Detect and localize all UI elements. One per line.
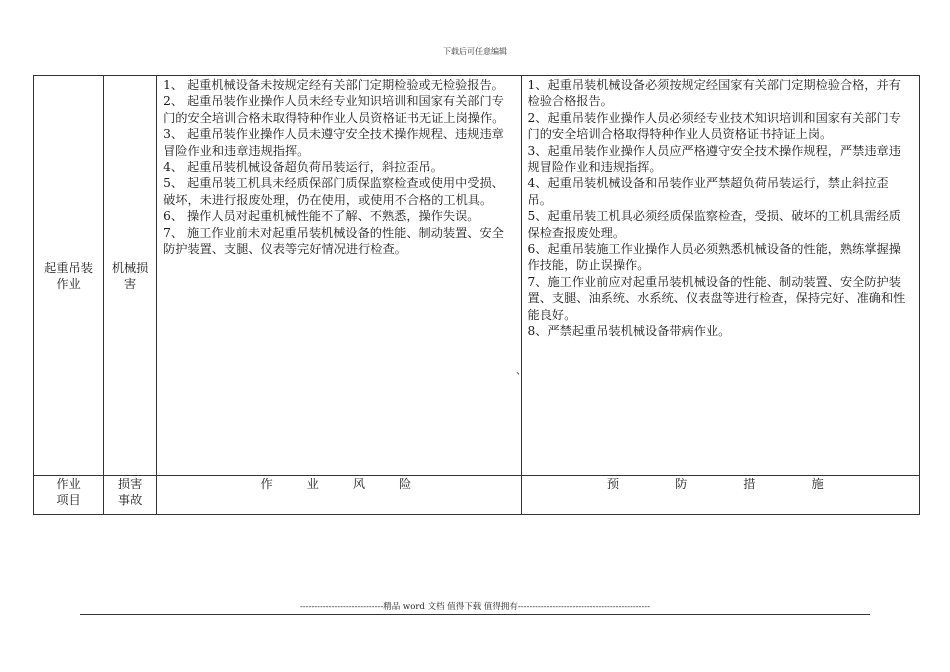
measure-item: 7、施工作业前应对起重吊装机械设备的性能、制动装置、安全防护装置、支腿、油系统、水系统、仪表盘等进行检查，保持完好、准确和性能良好。 — [527, 274, 906, 322]
harm-type-cell — [104, 76, 157, 476]
label-risk: 作业风险 — [157, 476, 521, 515]
footer-divider — [80, 614, 870, 615]
header-note: 下载后可任意编辑 — [443, 47, 507, 56]
risk-cell — [157, 76, 521, 476]
risk-item: 4、 起重吊装机械设备超负荷吊装运行，斜拉歪吊。 — [163, 160, 443, 175]
risk-item: 2、 起重吊装作业操作人员未经专业知识培训和国家有关部门专门的安全培训合格未取得特种作业人员资格证书无证上岗操作。 — [163, 94, 505, 125]
footer-text: -----------------------------精品 word 文档 值得下载 值得拥有---------------------------------------------- — [299, 602, 651, 612]
risk-item: 1、 起重机械设备未按规定经有关部门定期检验或无检验报告。 — [163, 78, 504, 92]
risk-item: 5、 起重吊装工机具未经质保部门质保监察检查或使用中受损、破坏，未进行报废处理，仍在使用，或使用不合格的工机具。 — [163, 176, 504, 207]
label-measure: 预防措施 — [521, 476, 919, 515]
work-item-cell — [34, 76, 104, 476]
label-harm: 损害事故 — [104, 476, 157, 515]
stray-mark: 、 — [516, 366, 526, 377]
measure-item: 8、严禁起重吊装机械设备带病作业。 — [527, 324, 731, 339]
measure-item: 2、起重吊装作业操作人员必须经专业技术知识培训和国家有关部门专门的安全培训合格取得特种作业人员资格证书持证上岗。 — [527, 110, 901, 142]
risk-table — [33, 75, 920, 515]
measure-item: 1、起重吊装机械设备必须按规定经国家有关部门定期检验合格，并有检验合格报告。 — [527, 78, 901, 109]
table-row — [34, 76, 920, 476]
label-work-item: 作业项目 — [34, 476, 104, 515]
measure-item: 4、起重吊装机械设备和吊装作业严禁超负荷吊装运行，禁止斜拉歪吊。 — [527, 176, 889, 207]
measure-item: 5、起重吊装工机具必须经质保监察检查，受损、破坏的工机具需经质保检查报废处理。 — [527, 209, 901, 240]
measure-cell — [521, 76, 919, 476]
risk-item: 7、 施工作业前未对起重吊装机械设备的性能、制动装置、安全防护装置、支腿、仪表等完好情况进行检查。 — [163, 225, 504, 257]
header-label-row — [34, 476, 920, 515]
risk-item: 6、 操作人员对起重机械性能不了解、不熟悉，操作失误。 — [163, 209, 480, 224]
harm-type-text: 机械损害 — [111, 260, 149, 291]
measure-item: 6、起重吊装施工作业操作人员必须熟悉机械设备的性能，熟练掌握操作技能，防止误操作。 — [527, 242, 901, 273]
work-item-text: 起重吊装作业 — [44, 260, 93, 291]
measure-item: 3、起重吊装作业操作人员应严格遵守安全技术操作规程，严禁违章违规冒险作业和违规指挥。 — [527, 143, 901, 175]
risk-item: 3、 起重吊装作业操作人员未遵守安全技术操作规程、违规违章冒险作业和违章违规指挥。 — [163, 127, 504, 158]
